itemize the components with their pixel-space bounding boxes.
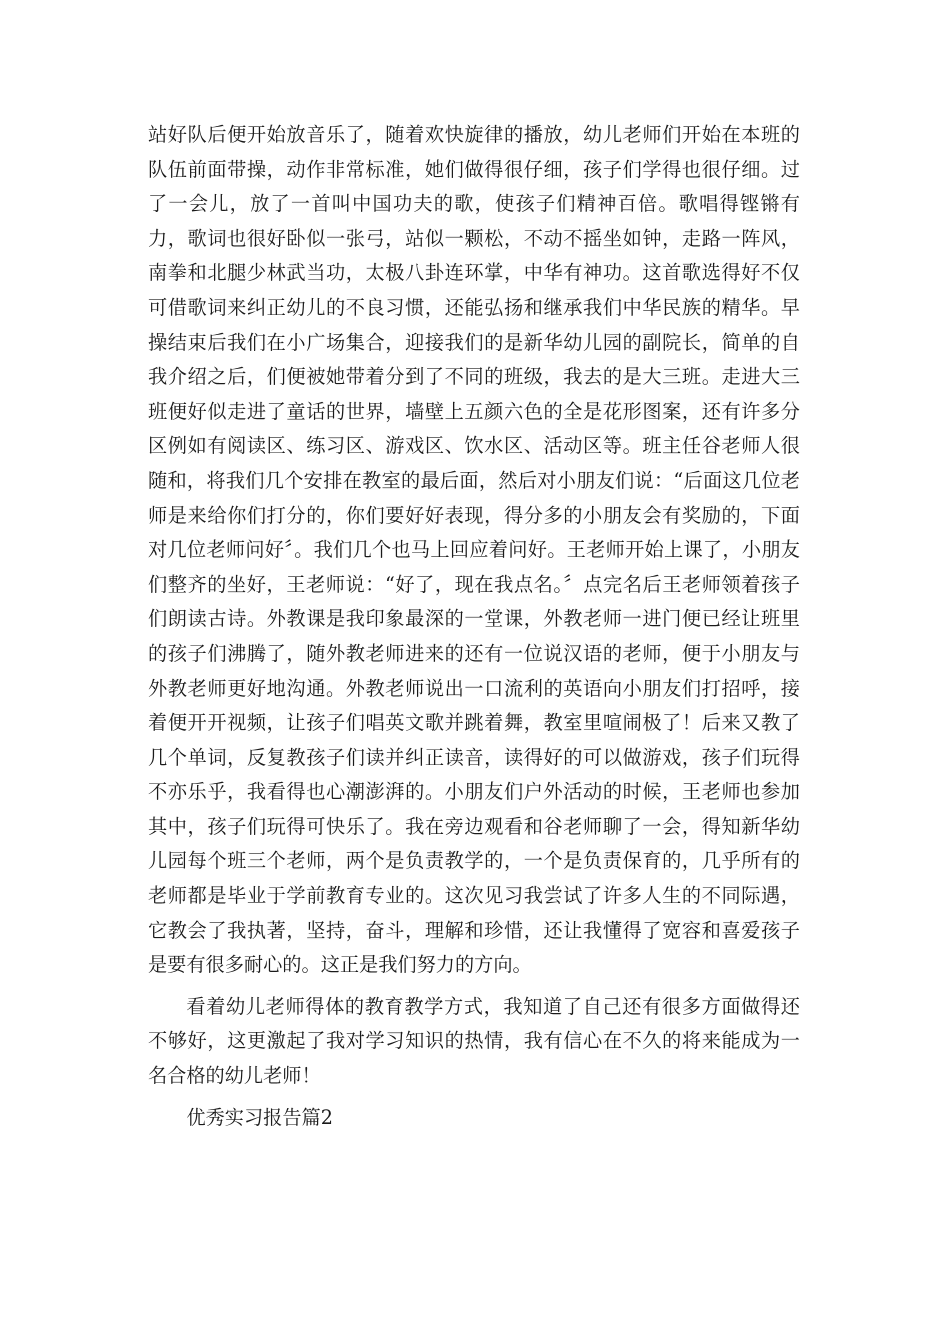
paragraph-internship-narrative: 站好队后便开始放音乐了，随着欢快旋律的播放，幼儿老师们开始在本班的队伍前面带操，动作非常标准，她们做得很仔细，孩子们学得也很仔细。过了一会儿，放了一首叫中国功夫的歌，使孩子们精神百倍。歌唱得铿锵有力，歌词也很好卧似一张弓，站似一颗松，不动不摇坐如钟，走路一阵风，南拳和北腿少林武当功，太极八卦连环掌，中华有神功。这首歌选得好不仅可借歌词来纠正幼儿的不良习惯，还能弘扬和继承我们中华民族的精华。早操结束后我们在小广场集合，迎接我们的是新华幼儿园的副院长，简单的自我介绍之后，们便被她带着分到了不同的班级，我去的是大三班。走进大三班便好似走进了童话的世界，墙壁上五颜六色的全是花形图案，还有许多分区例如有阅读区、练习区、游戏区、饮水区、活动区等。班主任谷老师人很随和，将我们几个安排在教室的最后面，然后对小朋友们说：“后面这几位老师是来给你们打分的，你们要好好表现，得分多的小朋友会有奖励的，下面对几位老师问好〞。我们几个也马上回应着问好。王老师开始上课了，小朋友们整齐的坐好，王老师说：“好了，现在我点名。〞点完名后王老师领着孩子们朗读古诗。外教课是我印象最深的一堂课，外教老师一进门便已经让班里的孩子们沸腾了，随外教老师进来的还有一位说汉语的老师，便于小朋友与外教老师更好地沟通。外教老师说出一口流利的英语向小朋友们打招呼，接着便开开视频，让孩子们唱英文歌并跳着舞，教室里喧闹极了！后来又教了几个单词，反复教孩子们读并纠正读音，读得好的可以做游戏，孩子们玩得不亦乐乎，我看得也心潮澎湃的。小朋友们户外活动的时候，王老师也参加其中，孩子们玩得可快乐了。我在旁边观看和谷老师聊了一会，得知新华幼儿园每个班三个老师，两个是负责教学的，一个是负责保育的，几乎所有的老师都是毕业于学前教育专业的。这次见习我尝试了许多人生的不同际遇，它教会了我执著，坚持，奋斗，理解和珍惜，还让我懂得了宽容和喜爱孩子是要有很多耐心的。这正是我们努力的方向。	[148, 123, 800, 977]
section-heading: 优秀实习报告篇2	[186, 1105, 333, 1129]
paragraph-reflection: 看着幼儿老师得体的教育教学方式，我知道了自己还有很多方面做得还不够好，这更激起了我对学习知识的热情，我有信心在不久的将来能成为一名合格的幼儿老师！	[148, 994, 800, 1088]
document-body	[148, 118, 800, 1135]
